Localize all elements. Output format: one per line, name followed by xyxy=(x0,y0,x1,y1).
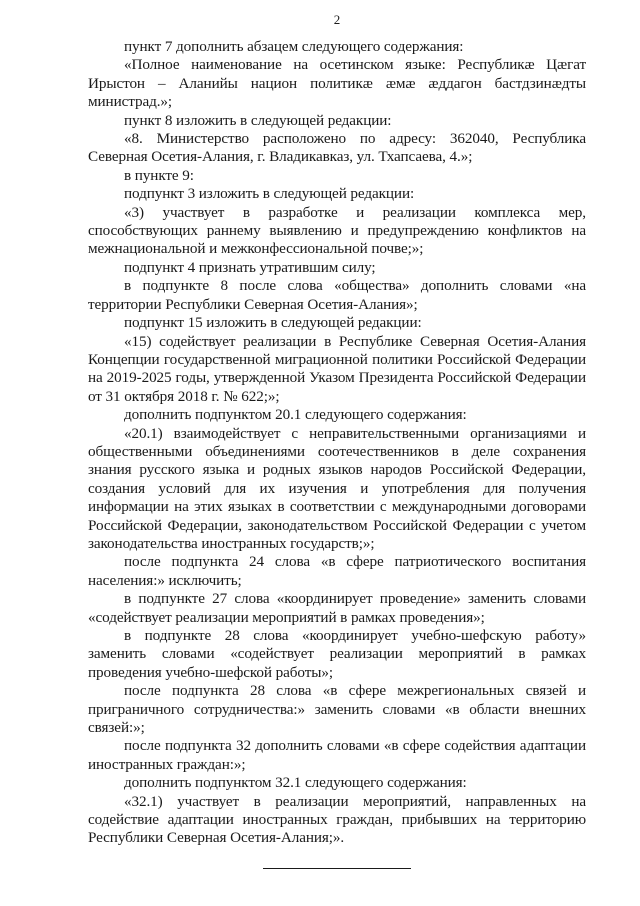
paragraph-sub32-1-text: «32.1) участвует в реализации мероприятий, направленных на содействие адаптации иностранных граждан, прибывших на территорию Республики Северная Осетия-Алания;». xyxy=(88,792,586,847)
paragraph-sub20-1-text: «20.1) взаимодействует с неправительственными организациями и общественными объединениями соотечественников в деле сохранения знания русского языка и родных языков народов Российской Федерации, создания условий для их изучения и употребления для получения информации на этих языках в соответствии с международными договорами Российской Федерации, законодательством Российской Федерации с учетом законодательства иностранных государств;»; xyxy=(88,424,586,552)
paragraph-sub8: в подпункте 8 после слова «общества» дополнить словами «на территории Республики Северная Осетия-Алания»; xyxy=(88,277,586,313)
page-number: 2 xyxy=(333,12,341,27)
paragraph-sub4: подпункт 4 признать утратившим силу; xyxy=(124,258,376,276)
paragraph-p7-intro: пункт 7 дополнить абзацем следующего содержания: xyxy=(124,38,464,55)
paragraph-after-sub32: после подпункта 32 дополнить словами «в сфере содействия адаптации иностранных граждан:»; xyxy=(88,737,586,773)
paragraph-sub15-text: «15) содействует реализации в Республике Северная Осетия-Алания Концепции государственной миграционной политики Российской Федерации на 2019-2025 годы, утвержденной Указом Президента Российской Федерации от 31 октября 2018 г. № 622;»; xyxy=(88,332,586,405)
paragraph-p9-intro: в пункте 9: xyxy=(124,166,194,184)
paragraph-sub27: в подпункте 27 слова «координирует проведение» заменить словами «содействует реализации мероприятий в рамках проведения»; xyxy=(88,590,586,626)
paragraph-sub3-intro: подпункт 3 изложить в следующей редакции: xyxy=(124,185,415,203)
paragraph-sub20-1-intro: дополнить подпунктом 20.1 следующего содержания: xyxy=(124,406,467,424)
document-page xyxy=(88,12,586,869)
paragraph-sub15-intro: подпункт 15 изложить в следующей редакции: xyxy=(124,314,422,332)
paragraph-p8-address: «8. Министерство расположено по адресу: 362040, Республика Северная Осетия-Алания, г. Владикавказ, ул. Тхапсаева, 4.»; xyxy=(88,130,586,166)
paragraph-sub3-text: «3) участвует в разработке и реализации комплекса мер, способствующих раннему выявлению и предупреждению конфликтов на межнациональной и межконфессиональной почве;»; xyxy=(88,203,586,258)
paragraph-p8-intro: пункт 8 изложить в следующей редакции: xyxy=(124,111,392,129)
paragraph-sub28: в подпункте 28 слова «координирует учебно-шефскую работу» заменить словами «содействует реализации мероприятий в рамках проведения учебно-шефской работы»; xyxy=(88,627,586,681)
paragraph-p7-ossetian-name: «Полное наименование на осетинском языке: Республикæ Цæгат Ирыстон – Аланийы национ политикæ æмæ æддагон бастдзинæдты министрад.»; xyxy=(88,56,586,111)
paragraph-sub32-1-intro: дополнить подпунктом 32.1 следующего содержания: xyxy=(124,774,467,792)
paragraph-after-sub28: после подпункта 28 слова «в сфере межрегиональных связей и приграничного сотрудничества:» заменить словами «в области внешних связей:»; xyxy=(88,682,586,737)
paragraph-sub24: после подпункта 24 слова «в сфере патриотического воспитания населения:» исключить; xyxy=(88,553,586,589)
closing-divider-line xyxy=(263,868,411,869)
